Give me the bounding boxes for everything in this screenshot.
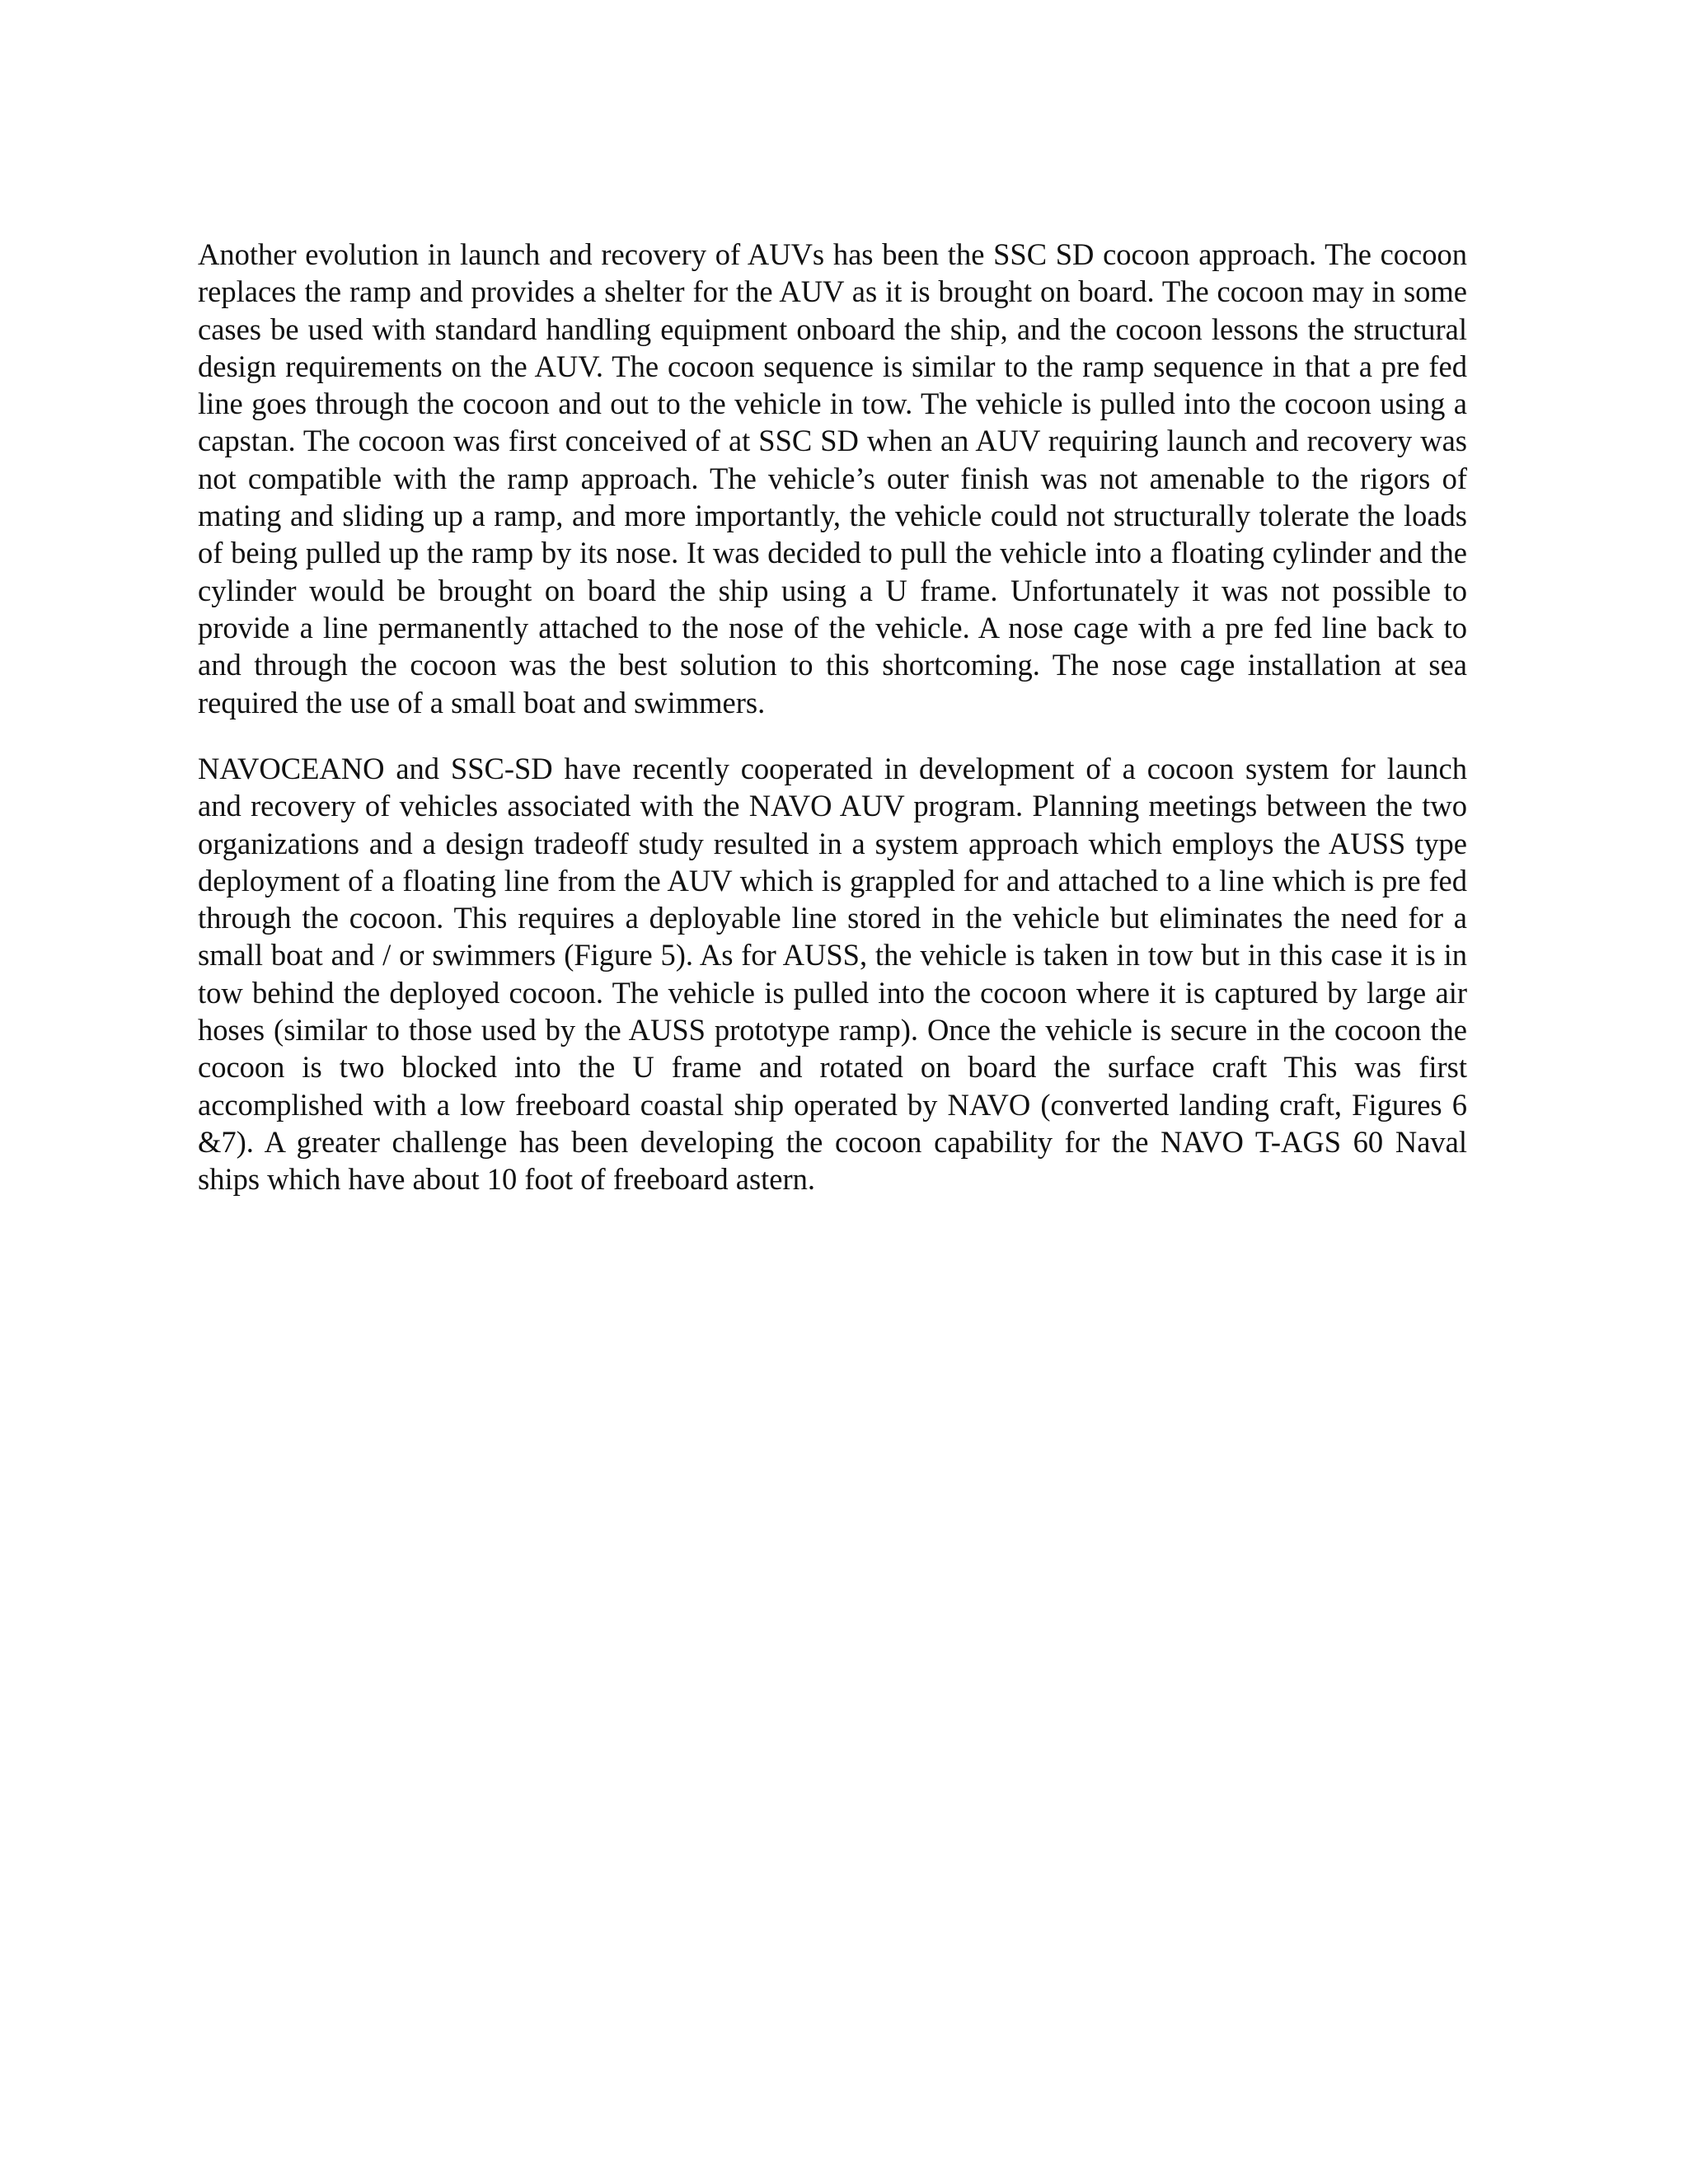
body-paragraph-navoceano-cooperation: NAVOCEANO and SSC-SD have recently cooperated in development of a cocoon system for launch and recovery of vehicles associated with the NAVO AUV program. Planning meetings between the two organizations and a design tradeoff study resulted in a system approach which employs the AUSS type deployment of a floating line from the AUV which is grappled for and attached to a line which is pre fed through the cocoon. This requires a deployable line stored in the vehicle but eliminates the need for a small boat and / or swimmers (Figure 5). As for AUSS, the vehicle is taken in tow but in this case it is in tow behind the deployed cocoon. The vehicle is pulled into the cocoon where it is captured by large air hoses (similar to those used by the AUSS prototype ramp). Once the vehicle is secure in the cocoon the cocoon is two blocked into the U frame and rotated on board the surface craft This was first accomplished with a low freeboard coastal ship operated by NAVO (converted landing craft, Figures 6 &7). A greater challenge has been developing the cocoon capability for the NAVO T-AGS 60 Naval ships which have about 10 foot of freeboard astern. <box>198 752 1467 1197</box>
body-paragraph-cocoon-approach: Another evolution in launch and recovery of AUVs has been the SSC SD cocoon approach. The cocoon replaces the ramp and provides a shelter for the AUV as it is brought on board. The cocoon may in some cases be used with standard handling equipment onboard the ship, and the cocoon lessons the structural design requirements on the AUV. The cocoon sequence is similar to the ramp sequence in that a pre fed line goes through the cocoon and out to the vehicle in tow. The vehicle is pulled into the cocoon using a capstan. The cocoon was first conceived of at SSC SD when an AUV requiring launch and recovery was not compatible with the ramp approach. The vehicle’s outer finish was not amenable to the rigors of mating and sliding up a ramp, and more importantly, the vehicle could not structurally tolerate the loads of being pulled up the ramp by its nose. It was decided to pull the vehicle into a floating cylinder and the cylinder would be brought on board the ship using a U frame. Unfortunately it was not possible to provide a line permanently attached to the nose of the vehicle. A nose cage with a pre fed line back to and through the cocoon was the best solution to this shortcoming. The nose cage installation at sea required the use of a small boat and swimmers. <box>198 237 1467 719</box>
